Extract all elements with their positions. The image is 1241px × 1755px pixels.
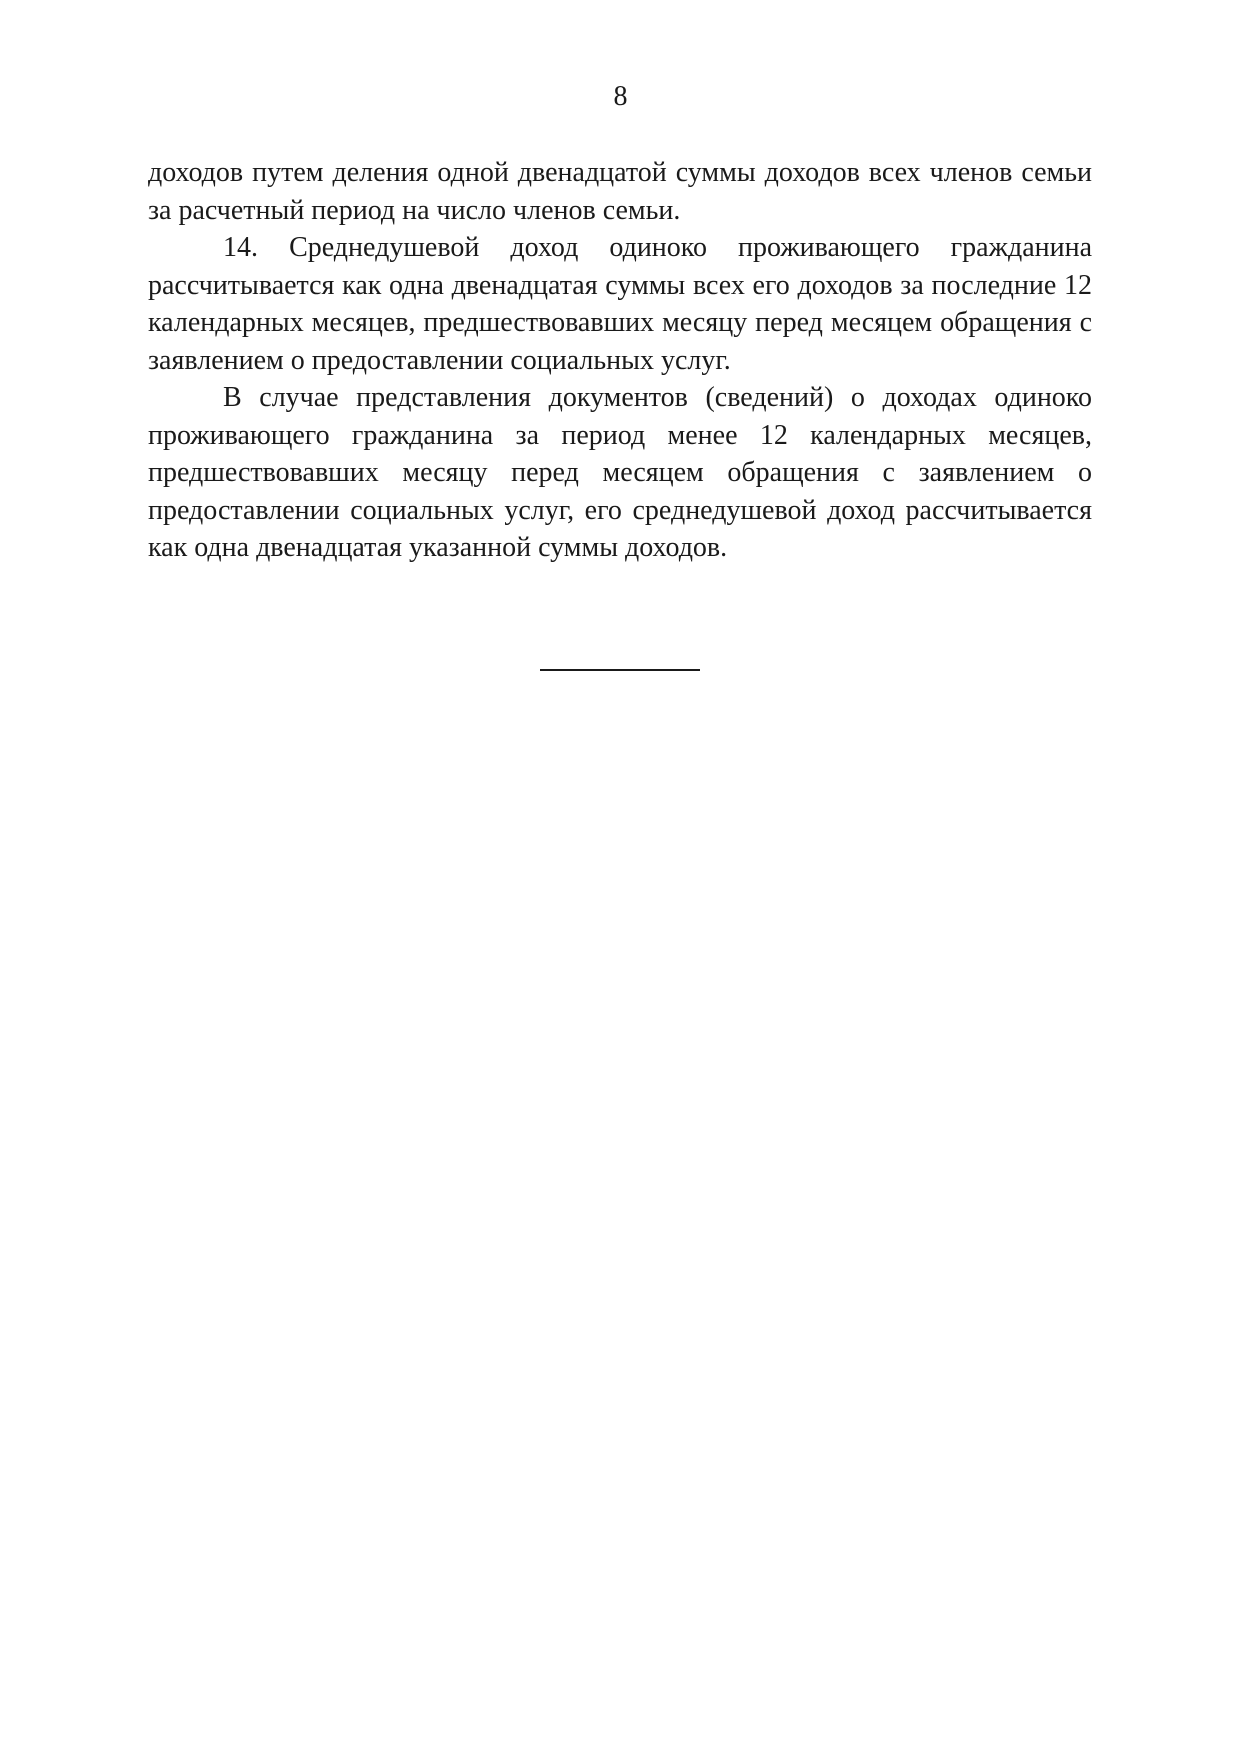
paragraph-single-citizen-period: В случае представления документов (сведений) о доходах одиноко проживающего гражданина за период менее 12 календарных месяцев, предшествовавших месяцу перед месяцем обращения с заявлением о предоставлении социальных услуг, его среднедушевой доход рассчитывается как одна двенадцатая указанной суммы доходов. — [148, 382, 1092, 563]
page-number: 8 — [613, 81, 628, 112]
closing-rule — [540, 669, 700, 671]
paragraph-item-14: 14. Среднедушевой доход одиноко проживающего гражданина рассчитывается как одна двенадцатая суммы всех его доходов за последние 12 календарных месяцев, предшествовавших месяцу перед месяцем обращения с заявлением о предоставлении социальных услуг. — [148, 232, 1092, 376]
document-body — [148, 154, 1092, 567]
paragraph-continuation: доходов путем деления одной двенадцатой суммы доходов всех членов семьи за расчетный период на число членов семьи. — [148, 157, 1092, 226]
